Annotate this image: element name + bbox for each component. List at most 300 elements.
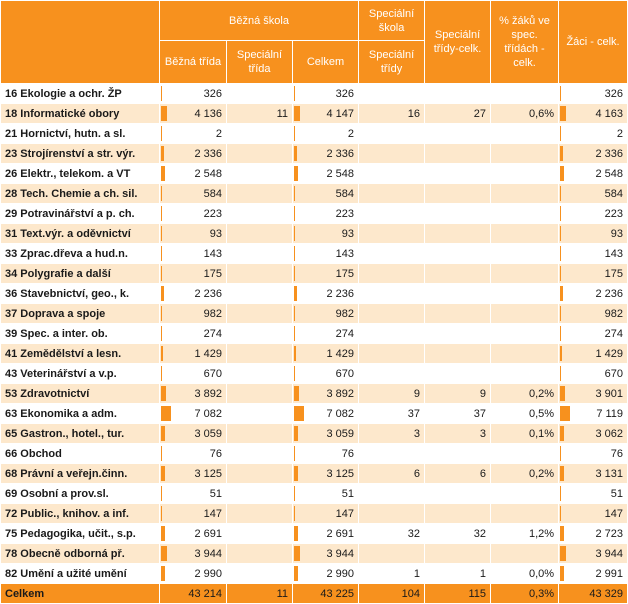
cell-specialni-tridy-celk (425, 364, 491, 384)
cell-value: 147 (203, 507, 222, 520)
row-label: 41 Zemědělství a lesn. (1, 344, 160, 364)
cell-pct-spec (491, 384, 559, 404)
cell-zaci-celk (559, 144, 628, 164)
data-bar (161, 506, 162, 521)
table-row (1, 144, 628, 164)
cell-bezna-trida (160, 264, 227, 284)
cell-value: 3 892 (194, 387, 222, 400)
cell-specialni-tridy (359, 344, 425, 364)
cell-pct-spec (491, 244, 559, 264)
cell-value: 2 (616, 127, 624, 140)
table-row (1, 484, 628, 504)
cell-specialni-tridy-celk (425, 184, 491, 204)
cell-value: 175 (335, 267, 355, 280)
cell-specialni-trida (227, 504, 293, 524)
cell-celkem (293, 104, 359, 124)
data-bar (560, 206, 561, 221)
total-row (1, 584, 628, 604)
data-bar (560, 406, 570, 421)
cell-specialni-tridy-celk (425, 544, 491, 564)
cell-zaci-celk (559, 564, 628, 584)
cell-value: 2 236 (326, 287, 355, 300)
cell-value: 27 (473, 107, 487, 120)
data-bar (161, 466, 165, 481)
data-bar (560, 446, 561, 461)
cell-value: 0,2% (528, 467, 555, 480)
cell-specialni-tridy (359, 564, 425, 584)
cell-specialni-tridy-celk (425, 404, 491, 424)
cell-specialni-tridy (359, 244, 425, 264)
cell-celkem (293, 244, 359, 264)
data-bar (560, 426, 564, 441)
cell-value: 0,1% (528, 427, 555, 440)
total-zaci-celk: 43 329 (559, 584, 628, 604)
cell-specialni-tridy-celk (425, 264, 491, 284)
cell-celkem (293, 544, 359, 564)
cell-value: 3 (413, 427, 421, 440)
table-row (1, 464, 628, 484)
cell-specialni-tridy (359, 464, 425, 484)
cell-value: 274 (335, 327, 355, 340)
data-bar (560, 486, 561, 501)
cell-bezna-trida (160, 284, 227, 304)
cell-celkem (293, 224, 359, 244)
cell-pct-spec (491, 144, 559, 164)
cell-specialni-trida (227, 364, 293, 384)
cell-celkem (293, 564, 359, 584)
cell-value: 2 (215, 127, 222, 140)
cell-value: 223 (203, 207, 222, 220)
cell-value: 584 (335, 187, 355, 200)
data-bar (560, 186, 561, 201)
total-celkem: 43 225 (293, 584, 359, 604)
data-bar (294, 266, 295, 281)
data-bar (161, 206, 162, 221)
cell-pct-spec (491, 224, 559, 244)
cell-value: 3 125 (326, 467, 355, 480)
cell-zaci-celk (559, 244, 628, 264)
cell-specialni-tridy (359, 444, 425, 464)
cell-specialni-tridy-celk (425, 284, 491, 304)
row-label: 23 Strojírenství a str. výr. (1, 144, 160, 164)
cell-zaci-celk (559, 344, 628, 364)
cell-pct-spec (491, 84, 559, 104)
cell-bezna-trida (160, 484, 227, 504)
data-bar (294, 286, 297, 301)
data-bar (560, 106, 566, 121)
data-bar (294, 406, 304, 421)
cell-pct-spec (491, 564, 559, 584)
cell-pct-spec (491, 104, 559, 124)
cell-value: 274 (203, 327, 222, 340)
cell-value: 11 (276, 107, 288, 120)
data-bar (294, 386, 299, 401)
cell-value: 4 147 (326, 107, 355, 120)
data-bar (161, 106, 167, 121)
cell-pct-spec (491, 524, 559, 544)
data-bar (560, 386, 565, 401)
cell-value: 3 944 (595, 547, 624, 560)
data-bar (294, 246, 295, 261)
row-label: 39 Spec. a inter. ob. (1, 324, 160, 344)
cell-value: 2 336 (595, 147, 624, 160)
data-bar (294, 526, 298, 541)
cell-value: 0,5% (528, 407, 555, 420)
cell-value: 0,6% (528, 107, 555, 120)
cell-zaci-celk (559, 184, 628, 204)
data-bar (294, 146, 297, 161)
table-row (1, 324, 628, 344)
cell-pct-spec (491, 404, 559, 424)
cell-value: 3 062 (595, 427, 624, 440)
data-bar (560, 226, 561, 241)
data-bar (161, 566, 165, 581)
data-bar (294, 366, 295, 381)
row-label: 66 Obchod (1, 444, 160, 464)
cell-value: 4 136 (194, 107, 222, 120)
data-bar (161, 126, 162, 141)
cell-zaci-celk (559, 384, 628, 404)
row-label: 16 Ekologie a ochr. ŽP (1, 84, 160, 104)
cell-zaci-celk (559, 204, 628, 224)
cell-celkem (293, 384, 359, 404)
cell-bezna-trida (160, 184, 227, 204)
cell-specialni-trida (227, 144, 293, 164)
cell-celkem (293, 124, 359, 144)
data-bar (161, 326, 162, 341)
cell-value: 3 (479, 427, 487, 440)
cell-bezna-trida (160, 464, 227, 484)
cell-zaci-celk (559, 324, 628, 344)
cell-specialni-trida (227, 424, 293, 444)
cell-value: 175 (203, 267, 222, 280)
cell-specialni-tridy (359, 284, 425, 304)
cell-value: 2 (347, 127, 355, 140)
cell-specialni-trida (227, 564, 293, 584)
row-label: 69 Osobní a prov.sl. (1, 484, 160, 504)
data-bar (560, 366, 561, 381)
cell-specialni-tridy-celk (425, 224, 491, 244)
data-bar (560, 546, 566, 561)
cell-value: 143 (203, 247, 222, 260)
cell-pct-spec (491, 464, 559, 484)
cell-zaci-celk (559, 544, 628, 564)
cell-value: 9 (479, 387, 487, 400)
cell-value: 982 (604, 307, 624, 320)
cell-specialni-tridy-celk (425, 244, 491, 264)
cell-value: 3 059 (326, 427, 355, 440)
cell-zaci-celk (559, 524, 628, 544)
cell-celkem (293, 264, 359, 284)
cell-zaci-celk (559, 284, 628, 304)
cell-value: 51 (610, 487, 624, 500)
data-bar (294, 206, 295, 221)
total-specialni-tridy-celk: 115 (425, 584, 491, 604)
cell-value: 3 944 (194, 547, 222, 560)
cell-bezna-trida (160, 144, 227, 164)
cell-pct-spec (491, 204, 559, 224)
data-bar (161, 286, 164, 301)
cell-value: 93 (209, 227, 222, 240)
data-bar (161, 386, 166, 401)
data-bar (294, 166, 298, 181)
data-bar (294, 566, 298, 581)
row-label: 33 Zprac.dřeva a hud.n. (1, 244, 160, 264)
cell-bezna-trida (160, 204, 227, 224)
cell-pct-spec (491, 284, 559, 304)
data-bar (560, 326, 561, 341)
cell-bezna-trida (160, 404, 227, 424)
cell-specialni-trida (227, 544, 293, 564)
cell-value: 1 (413, 567, 421, 580)
data-bar (161, 226, 162, 241)
cell-value: 76 (209, 447, 222, 460)
cell-value: 1,2% (528, 527, 555, 540)
table-row (1, 264, 628, 284)
cell-specialni-tridy (359, 84, 425, 104)
cell-zaci-celk (559, 484, 628, 504)
cell-pct-spec (491, 364, 559, 384)
cell-specialni-tridy-celk (425, 424, 491, 444)
cell-bezna-trida (160, 384, 227, 404)
cell-specialni-tridy (359, 304, 425, 324)
header-specialni-trida: Speciální třída (227, 41, 293, 84)
total-pct-spec: 0,3% (491, 584, 559, 604)
header-specialni-tridy: Speciální třídy (359, 41, 425, 84)
cell-value: 670 (335, 367, 355, 380)
header-zaci-celk: Žáci - celk. (559, 1, 628, 84)
row-label: 82 Umění a užité umění (1, 564, 160, 584)
data-bar (560, 566, 564, 581)
cell-value: 274 (604, 327, 624, 340)
cell-pct-spec (491, 444, 559, 464)
cell-zaci-celk (559, 424, 628, 444)
cell-specialni-tridy-celk (425, 104, 491, 124)
data-bar (294, 86, 295, 101)
cell-value: 143 (335, 247, 355, 260)
cell-specialni-tridy-celk (425, 164, 491, 184)
cell-pct-spec (491, 484, 559, 504)
cell-value: 3 059 (194, 427, 222, 440)
cell-celkem (293, 484, 359, 504)
cell-value: 584 (203, 187, 222, 200)
cell-specialni-trida (227, 444, 293, 464)
cell-bezna-trida (160, 424, 227, 444)
cell-value: 2 236 (194, 287, 222, 300)
cell-value: 2 548 (595, 167, 624, 180)
header-group-specialni: Speciální škola (359, 1, 425, 41)
cell-value: 1 429 (595, 347, 624, 360)
cell-bezna-trida (160, 304, 227, 324)
data-bar (560, 286, 563, 301)
cell-specialni-tridy (359, 384, 425, 404)
data-bar (294, 326, 295, 341)
cell-celkem (293, 424, 359, 444)
table-body (1, 84, 628, 584)
cell-specialni-tridy (359, 424, 425, 444)
data-bar (161, 186, 162, 201)
cell-bezna-trida (160, 164, 227, 184)
cell-pct-spec (491, 304, 559, 324)
cell-pct-spec (491, 184, 559, 204)
table-row (1, 424, 628, 444)
total-label: Celkem (1, 584, 160, 604)
cell-bezna-trida (160, 364, 227, 384)
data-bar (161, 406, 171, 421)
data-bar (294, 226, 295, 241)
cell-specialni-tridy (359, 264, 425, 284)
cell-specialni-tridy (359, 124, 425, 144)
cell-value: 3 131 (595, 467, 624, 480)
cell-value: 0,2% (528, 387, 555, 400)
cell-specialni-trida (227, 164, 293, 184)
table-row (1, 504, 628, 524)
data-bar (294, 466, 298, 481)
cell-specialni-trida (227, 184, 293, 204)
table-row (1, 124, 628, 144)
cell-value: 3 892 (326, 387, 355, 400)
cell-specialni-trida (227, 124, 293, 144)
cell-specialni-tridy-celk (425, 484, 491, 504)
data-bar (560, 526, 564, 541)
total-specialni-tridy: 104 (359, 584, 425, 604)
data-bar (161, 266, 162, 281)
cell-specialni-trida (227, 324, 293, 344)
cell-celkem (293, 444, 359, 464)
cell-value: 37 (473, 407, 487, 420)
cell-celkem (293, 284, 359, 304)
cell-zaci-celk (559, 404, 628, 424)
cell-value: 2 548 (194, 167, 222, 180)
cell-specialni-trida (227, 464, 293, 484)
cell-celkem (293, 324, 359, 344)
table-row (1, 244, 628, 264)
data-bar (294, 506, 295, 521)
cell-specialni-tridy (359, 324, 425, 344)
cell-value: 4 163 (595, 107, 624, 120)
cell-specialni-tridy (359, 224, 425, 244)
cell-bezna-trida (160, 104, 227, 124)
row-label: 78 Obecně odborná př. (1, 544, 160, 564)
cell-celkem (293, 404, 359, 424)
cell-specialni-tridy (359, 184, 425, 204)
cell-value: 6 (413, 467, 421, 480)
cell-specialni-trida (227, 104, 293, 124)
data-bar (560, 346, 562, 361)
table-row (1, 384, 628, 404)
table-row (1, 304, 628, 324)
data-bar (161, 526, 165, 541)
table-row (1, 444, 628, 464)
data-bar (161, 346, 163, 361)
row-label: 75 Pedagogika, učit., s.p. (1, 524, 160, 544)
data-bar (560, 86, 561, 101)
cell-value: 175 (604, 267, 624, 280)
cell-value: 0,0% (528, 567, 555, 580)
data-bar (560, 126, 561, 141)
cell-value: 670 (604, 367, 624, 380)
cell-specialni-trida (227, 484, 293, 504)
cell-bezna-trida (160, 444, 227, 464)
cell-value: 2 691 (194, 527, 222, 540)
header-celkem: Celkem (293, 41, 359, 84)
cell-value: 32 (407, 527, 421, 540)
cell-specialni-trida (227, 404, 293, 424)
row-label: 37 Doprava a spoje (1, 304, 160, 324)
data-bar (161, 426, 165, 441)
cell-specialni-tridy-celk (425, 324, 491, 344)
row-label: 28 Tech. Chemie a ch. sil. (1, 184, 160, 204)
cell-specialni-tridy (359, 104, 425, 124)
total-bezna-trida: 43 214 (160, 584, 227, 604)
header-row-top (1, 1, 628, 41)
cell-bezna-trida (160, 244, 227, 264)
cell-specialni-trida (227, 384, 293, 404)
cell-value: 147 (335, 507, 355, 520)
cell-zaci-celk (559, 124, 628, 144)
cell-zaci-celk (559, 264, 628, 284)
cell-value: 2 723 (595, 527, 624, 540)
header-bezna-trida: Běžná třída (160, 41, 227, 84)
table-row (1, 544, 628, 564)
cell-celkem (293, 464, 359, 484)
cell-pct-spec (491, 544, 559, 564)
table-row (1, 284, 628, 304)
data-bar (161, 546, 167, 561)
cell-zaci-celk (559, 304, 628, 324)
header-specialni-tridy-celk: Speciální třídy-celk. (425, 1, 491, 84)
cell-bezna-trida (160, 344, 227, 364)
cell-value: 76 (610, 447, 624, 460)
cell-specialni-trida (227, 524, 293, 544)
data-bar (161, 246, 162, 261)
table-row (1, 364, 628, 384)
cell-specialni-tridy (359, 504, 425, 524)
cell-value: 2 691 (326, 527, 355, 540)
cell-value: 326 (604, 87, 624, 100)
cell-celkem (293, 164, 359, 184)
cell-value: 3 125 (194, 467, 222, 480)
cell-celkem (293, 304, 359, 324)
cell-bezna-trida (160, 224, 227, 244)
data-bar (161, 306, 162, 321)
cell-value: 326 (203, 87, 222, 100)
cell-zaci-celk (559, 224, 628, 244)
data-bar (560, 166, 564, 181)
cell-pct-spec (491, 424, 559, 444)
cell-specialni-tridy-celk (425, 564, 491, 584)
row-label: 68 Právní a veřejn.činn. (1, 464, 160, 484)
cell-celkem (293, 524, 359, 544)
data-bar (294, 546, 300, 561)
cell-specialni-trida (227, 344, 293, 364)
cell-value: 7 082 (326, 407, 355, 420)
cell-value: 93 (341, 227, 355, 240)
cell-value: 223 (604, 207, 624, 220)
table-row (1, 84, 628, 104)
cell-value: 7 119 (596, 407, 624, 420)
cell-specialni-trida (227, 244, 293, 264)
cell-zaci-celk (559, 104, 628, 124)
row-label: 36 Stavebnictví, geo., k. (1, 284, 160, 304)
cell-specialni-tridy (359, 404, 425, 424)
cell-pct-spec (491, 344, 559, 364)
cell-specialni-tridy (359, 204, 425, 224)
cell-value: 7 082 (194, 407, 222, 420)
cell-specialni-trida (227, 204, 293, 224)
cell-value: 2 336 (194, 147, 222, 160)
cell-pct-spec (491, 164, 559, 184)
